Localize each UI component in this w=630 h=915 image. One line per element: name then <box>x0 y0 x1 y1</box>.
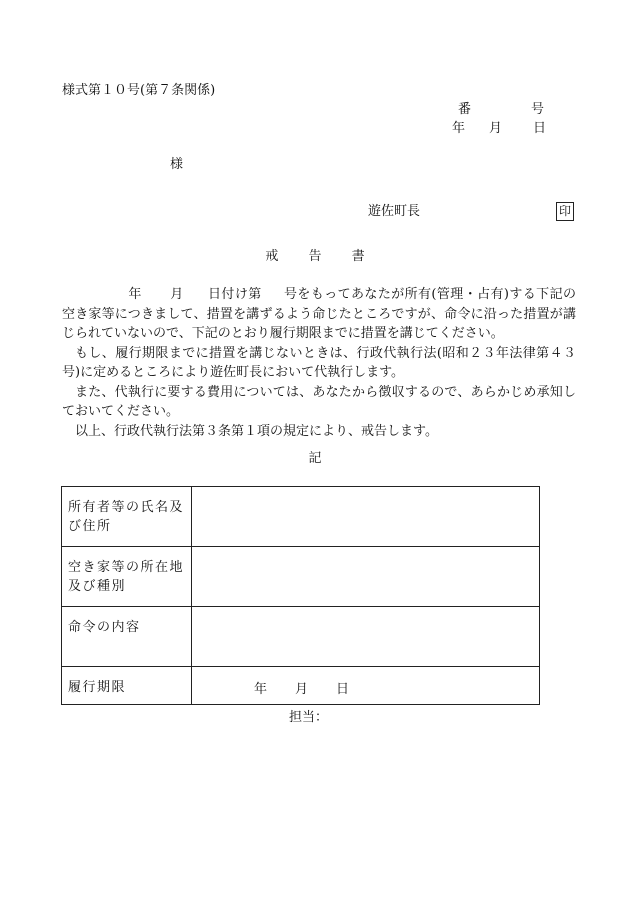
owner-label: 所有者等の氏名及び住所 <box>62 487 192 547</box>
location-label: 空き家等の所在地及び種別 <box>62 547 192 607</box>
table-row <box>62 667 540 705</box>
table-row <box>62 607 540 667</box>
owner-value <box>192 487 540 547</box>
p1-rest: 号をもってあなたが所有(管理・占有)する下記の空き家等につきまして、措置を講ずるよう命じたところですが、命令に沿った措置が講じられていないので、下記のとおり履行期限までに措置を講じてください。 <box>62 287 576 341</box>
person-in-charge: 担当： <box>289 710 329 725</box>
date-day: 日 <box>533 121 547 136</box>
addressee-suffix: 様 <box>170 157 184 172</box>
table-row <box>62 547 540 607</box>
document-title <box>0 250 630 263</box>
deadline-month: 月 <box>295 682 309 697</box>
paragraph-1 <box>62 285 576 344</box>
table-row <box>62 487 540 547</box>
details-table <box>61 486 540 705</box>
deadline-value <box>192 667 540 705</box>
doc-number-ban: 番 <box>458 102 472 117</box>
deadline-day: 日 <box>336 682 350 697</box>
p1-month: 月 <box>169 287 184 302</box>
deadline-year: 年 <box>254 682 268 697</box>
title-char-1: 戒 <box>265 249 279 264</box>
p1-year: 年 <box>128 287 142 302</box>
body-text <box>62 285 576 441</box>
order-value <box>192 607 540 667</box>
issuer-name: 遊佐町長 <box>368 204 421 219</box>
ki-heading: 記 <box>308 451 322 466</box>
paragraph-3: また、代執行に要する費用については、あなたから徴収するので、あらかじめ承知しておいてください。 <box>62 384 576 419</box>
date-month: 月 <box>489 121 503 136</box>
paragraph-4: 以上、行政代執行法第３条第１項の規定により、戒告します。 <box>75 423 438 439</box>
seal-mark: 印 <box>556 202 574 221</box>
title-char-3: 書 <box>351 249 365 264</box>
doc-number-gou: 号 <box>531 102 545 117</box>
title-char-2: 告 <box>308 249 322 264</box>
p1-dated: 日付け第 <box>207 287 262 302</box>
paragraph-2: もし、履行期限までに措置を講じないときは、行政代執行法(昭和２３年法律第４３号)に定めるところにより遊佐町長において代執行します。 <box>62 345 576 380</box>
form-number-header: 様式第１０号(第７条関係) <box>62 83 216 98</box>
location-value <box>192 547 540 607</box>
order-label: 命令の内容 <box>62 607 192 667</box>
date-year: 年 <box>452 121 466 136</box>
deadline-label: 履行期限 <box>62 667 192 705</box>
